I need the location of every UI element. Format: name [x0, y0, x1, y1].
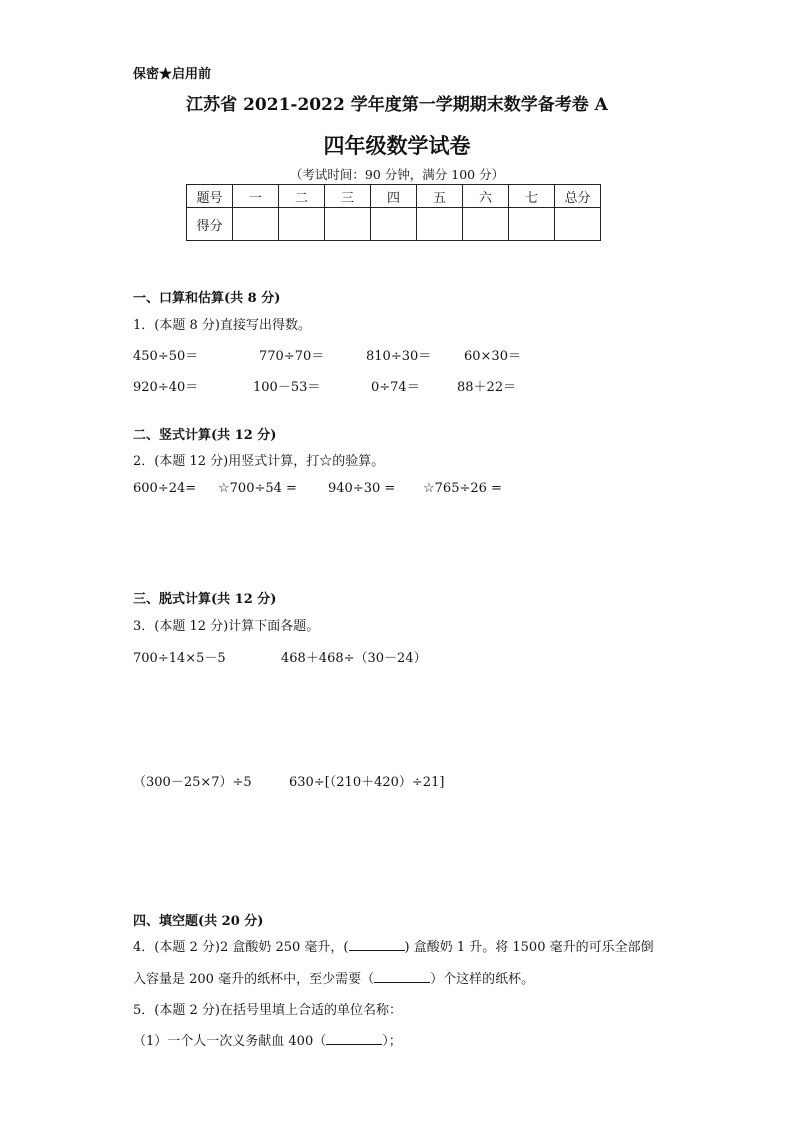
math-item: 0÷74＝: [371, 380, 420, 395]
question-4-text: 4．(本题 2 分)2 盒酸奶 250 毫升，(: [133, 940, 349, 955]
score-cell[interactable]: [325, 208, 371, 241]
score-table-header-row: [187, 185, 601, 208]
math-item: 88＋22＝: [457, 380, 517, 395]
question-4-text: ) 盒酸奶 1 升。将 1500 毫升的可乐全部倒: [404, 940, 654, 955]
score-header-cell: 七: [509, 185, 555, 208]
question-2: 2．(本题 12 分)用竖式计算，打☆的验算。: [133, 454, 385, 469]
answer-blank[interactable]: [374, 970, 430, 983]
question-5-text: ）；: [382, 1034, 402, 1049]
exam-subtitle: 四年级数学试卷: [323, 133, 471, 158]
math-item: 630÷[（210＋420）÷21]: [289, 775, 445, 790]
question-5-part-1: [133, 1030, 402, 1049]
score-header-cell: 六: [463, 185, 509, 208]
exam-info: （考试时间：90 分钟，满分 100 分）: [289, 167, 505, 182]
question-5: 5．(本题 2 分)在括号里填上合适的单位名称：: [133, 1003, 402, 1018]
score-cell[interactable]: [509, 208, 555, 241]
score-header-cell: 题号: [187, 185, 233, 208]
math-item: 940÷30 =: [328, 481, 396, 496]
score-cell[interactable]: [463, 208, 509, 241]
question-4-line-1: [133, 936, 654, 955]
question-1: 1．(本题 8 分)直接写出得数。: [133, 318, 311, 333]
question-4-text: 入容量是 200 毫升的纸杯中，至少需要（: [133, 972, 375, 987]
score-row-label: 得分: [187, 208, 233, 241]
score-header-cell: 四: [371, 185, 417, 208]
score-cell[interactable]: [371, 208, 417, 241]
score-cell[interactable]: [279, 208, 325, 241]
section-3-title: 三、脱式计算(共 12 分): [133, 592, 277, 607]
score-cell[interactable]: [555, 208, 601, 241]
section-2-title: 二、竖式计算(共 12 分): [133, 428, 277, 443]
answer-blank[interactable]: [349, 938, 405, 951]
math-item: 700÷14×5－5: [133, 651, 226, 666]
math-item: 920÷40＝: [133, 380, 199, 395]
math-item: （300－25×7）÷5: [133, 775, 252, 790]
score-header-cell: 二: [279, 185, 325, 208]
math-item: 600÷24=: [133, 481, 197, 496]
math-item: 810÷30＝: [366, 349, 432, 364]
question-4-line-2: [133, 968, 534, 987]
question-4-text: ）个这样的纸杯。: [430, 972, 535, 987]
confidential-label: 保密★启用前: [133, 67, 212, 82]
math-item: 450÷50＝: [133, 349, 199, 364]
score-header-cell: 一: [233, 185, 279, 208]
exam-title: 江苏省 2021-2022 学年度第一学期期末数学备考卷 A: [186, 95, 608, 115]
score-header-cell: 五: [417, 185, 463, 208]
math-item: 60×30＝: [464, 349, 521, 364]
section-4-title: 四、填空题(共 20 分): [133, 914, 264, 929]
score-cell[interactable]: [417, 208, 463, 241]
question-5-text: （1）一个人一次义务献血 400（: [133, 1034, 327, 1049]
math-item: 100－53＝: [253, 380, 321, 395]
math-item: 468＋468÷（30－24）: [281, 651, 427, 666]
section-1-title: 一、口算和估算(共 8 分): [133, 291, 281, 306]
score-table: [186, 184, 601, 241]
score-header-cell: 总分: [555, 185, 601, 208]
score-cell[interactable]: [233, 208, 279, 241]
answer-blank[interactable]: [326, 1032, 382, 1045]
math-item: ☆700÷54 =: [218, 481, 297, 496]
score-table-score-row: [187, 208, 601, 241]
question-3: 3．(本题 12 分)计算下面各题。: [133, 619, 320, 634]
math-item: ☆765÷26 =: [423, 481, 502, 496]
math-item: 770÷70＝: [259, 349, 325, 364]
score-header-cell: 三: [325, 185, 371, 208]
